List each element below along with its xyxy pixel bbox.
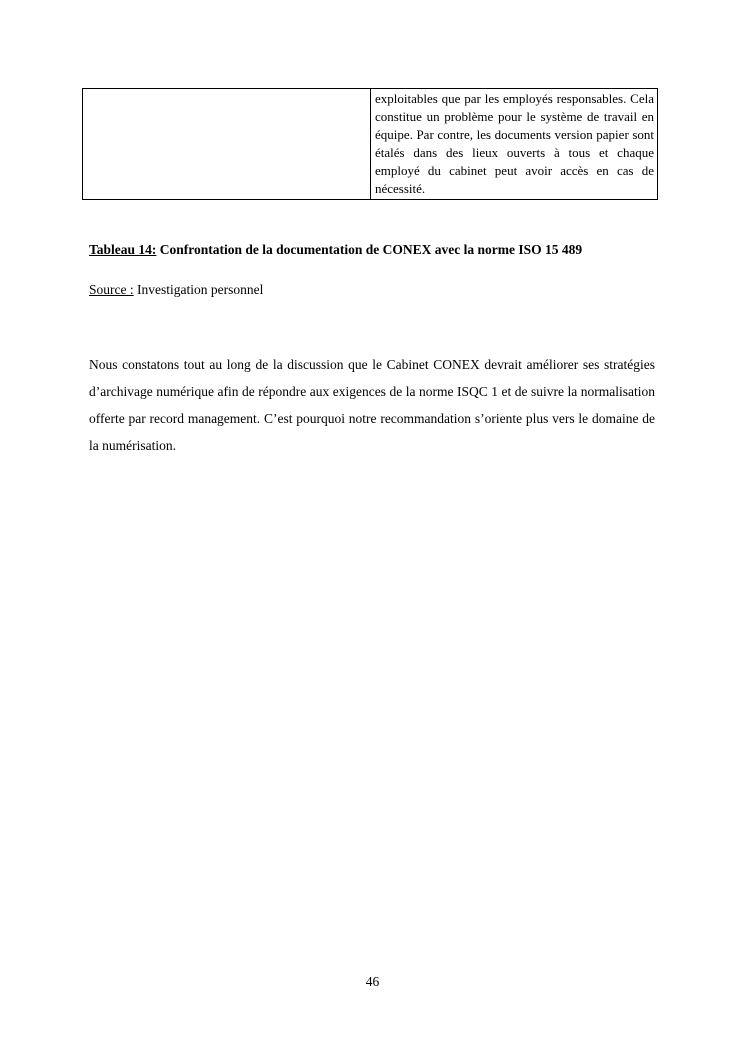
table-caption	[89, 242, 582, 258]
comparison-table-continued	[82, 88, 658, 200]
source-text: Investigation personnel	[133, 282, 264, 297]
table-row	[83, 89, 658, 200]
table-caption-text: Confrontation de la documentation de CONEX avec la norme ISO 15 489	[156, 242, 583, 257]
table-caption-label: Tableau 14:	[89, 242, 157, 257]
table-cell-empty	[83, 89, 371, 200]
table-source	[89, 282, 263, 298]
page-number: 46	[365, 974, 380, 989]
body-paragraph: Nous constatons tout au long de la discussion que le Cabinet CONEX devrait améliorer ses stratégies d’archivage numérique afin de répondre aux exigences de la norme ISQC 1 et de suivre la normalisation offerte par record management. C’est pourquoi notre recommandation s’oriente plus vers le domaine de la numérisation.	[89, 357, 655, 453]
table-cell-text: exploitables que par les employés responsables. Cela constitue un problème pour le système de travail en équipe. Par contre, les documents version papier sont étalés dans des lieux ouverts à tous et chaque employé du cabinet peut avoir accès en cas de nécessité.	[371, 89, 658, 200]
source-label: Source :	[89, 282, 134, 297]
